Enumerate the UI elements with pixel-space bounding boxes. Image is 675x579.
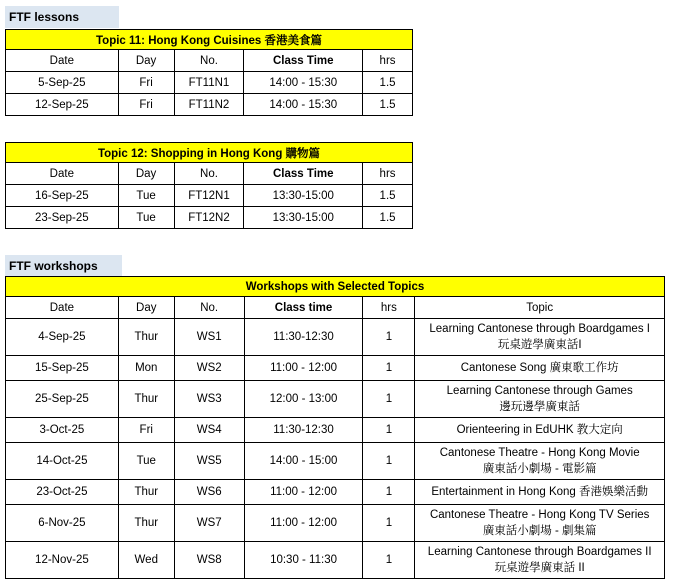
ftf-workshops-label: FTF workshops bbox=[5, 255, 122, 277]
cell-hrs: 1 bbox=[363, 381, 415, 418]
cell-class-time: 11:30-12:30 bbox=[244, 319, 363, 356]
cell-class-time: 11:30-12:30 bbox=[244, 418, 363, 443]
topic-line-1: Orienteering in EdUHK 教大定向 bbox=[456, 424, 623, 436]
header-no: No. bbox=[174, 50, 244, 72]
workshops-title: Workshops with Selected Topics bbox=[6, 277, 665, 297]
cell-hrs: 1 bbox=[363, 480, 415, 505]
cell-date: 25-Sep-25 bbox=[6, 381, 119, 418]
cell-no: WS6 bbox=[174, 480, 244, 505]
cell-class-time: 14:00 - 15:30 bbox=[244, 94, 363, 116]
cell-day: Fri bbox=[118, 418, 174, 443]
cell-hrs: 1.5 bbox=[363, 72, 413, 94]
topic11-table bbox=[5, 29, 413, 116]
cell-topic bbox=[415, 542, 665, 579]
table-row bbox=[6, 480, 665, 505]
cell-no: WS7 bbox=[174, 505, 244, 542]
cell-hrs: 1 bbox=[363, 443, 415, 480]
topic-line-2: 廣東話小劇場 - 劇集篇 bbox=[482, 525, 597, 537]
table-row bbox=[6, 381, 665, 418]
topic-line-1: Learning Cantonese through Games bbox=[446, 385, 633, 397]
cell-hrs: 1 bbox=[363, 505, 415, 542]
cell-topic bbox=[415, 480, 665, 505]
header-date: Date bbox=[6, 163, 119, 185]
topic-line-2: 廣東話小劇場 - 電影篇 bbox=[482, 463, 597, 475]
cell-class-time: 10:30 - 11:30 bbox=[244, 542, 363, 579]
cell-class-time: 14:00 - 15:30 bbox=[244, 72, 363, 94]
cell-date: 5-Sep-25 bbox=[6, 72, 119, 94]
cell-class-time: 12:00 - 13:00 bbox=[244, 381, 363, 418]
cell-hrs: 1.5 bbox=[363, 185, 413, 207]
topic-line-1: Cantonese Theatre - Hong Kong TV Series bbox=[429, 509, 650, 521]
cell-hrs: 1 bbox=[363, 418, 415, 443]
cell-date: 12-Nov-25 bbox=[6, 542, 119, 579]
topic-line-1: Learning Cantonese through Boardgames I bbox=[429, 323, 650, 335]
topic-line-1: Learning Cantonese through Boardgames II bbox=[427, 546, 652, 558]
header-hrs: hrs bbox=[363, 50, 413, 72]
header-hrs: hrs bbox=[363, 163, 413, 185]
cell-hrs: 1 bbox=[363, 319, 415, 356]
cell-day: Mon bbox=[118, 356, 174, 381]
header-topic: Topic bbox=[415, 297, 665, 319]
cell-no: WS8 bbox=[174, 542, 244, 579]
topic-line-2: 玩桌遊學廣東話 II bbox=[494, 562, 585, 574]
cell-no: WS4 bbox=[174, 418, 244, 443]
table-row bbox=[6, 443, 665, 480]
cell-day: Thur bbox=[118, 480, 174, 505]
topic11-header-row bbox=[6, 50, 413, 72]
table-row bbox=[6, 418, 665, 443]
cell-no: WS1 bbox=[174, 319, 244, 356]
cell-no: WS5 bbox=[174, 443, 244, 480]
cell-date: 16-Sep-25 bbox=[6, 185, 119, 207]
cell-topic bbox=[415, 356, 665, 381]
cell-topic bbox=[415, 381, 665, 418]
cell-class-time: 13:30-15:00 bbox=[244, 185, 363, 207]
cell-day: Thur bbox=[118, 381, 174, 418]
cell-no: FT12N2 bbox=[174, 207, 244, 229]
cell-day: Wed bbox=[118, 542, 174, 579]
topic-line-2: 邊玩邊學廣東話 bbox=[499, 401, 580, 413]
cell-topic bbox=[415, 443, 665, 480]
topic12-header-row bbox=[6, 163, 413, 185]
table-row bbox=[6, 319, 665, 356]
header-class-time: Class time bbox=[244, 297, 363, 319]
cell-class-time: 11:00 - 12:00 bbox=[244, 356, 363, 381]
header-day: Day bbox=[118, 297, 174, 319]
cell-hrs: 1 bbox=[363, 542, 415, 579]
header-class-time: Class Time bbox=[244, 163, 363, 185]
table-row bbox=[6, 207, 413, 229]
table-row bbox=[6, 542, 665, 579]
header-day: Day bbox=[118, 50, 174, 72]
header-date: Date bbox=[6, 50, 119, 72]
cell-hrs: 1 bbox=[363, 356, 415, 381]
cell-day: Fri bbox=[118, 94, 174, 116]
header-no: No. bbox=[174, 163, 244, 185]
cell-class-time: 11:00 - 12:00 bbox=[244, 505, 363, 542]
table-row bbox=[6, 185, 413, 207]
cell-date: 14-Oct-25 bbox=[6, 443, 119, 480]
cell-no: FT12N1 bbox=[174, 185, 244, 207]
cell-topic bbox=[415, 319, 665, 356]
cell-day: Tue bbox=[118, 185, 174, 207]
header-hrs: hrs bbox=[363, 297, 415, 319]
header-class-time: Class Time bbox=[244, 50, 363, 72]
cell-date: 6-Nov-25 bbox=[6, 505, 119, 542]
cell-day: Tue bbox=[118, 207, 174, 229]
cell-hrs: 1.5 bbox=[363, 207, 413, 229]
cell-topic bbox=[415, 418, 665, 443]
cell-hrs: 1.5 bbox=[363, 94, 413, 116]
cell-day: Tue bbox=[118, 443, 174, 480]
topic-line-1: Cantonese Theatre - Hong Kong Movie bbox=[439, 447, 640, 459]
cell-date: 4-Sep-25 bbox=[6, 319, 119, 356]
cell-class-time: 14:00 - 15:00 bbox=[244, 443, 363, 480]
topic11-title: Topic 11: Hong Kong Cuisines 香港美食篇 bbox=[6, 30, 413, 50]
topic12-title: Topic 12: Shopping in Hong Kong 購物篇 bbox=[6, 143, 413, 163]
cell-no: FT11N1 bbox=[174, 72, 244, 94]
topic-line-1: Cantonese Song 廣東歌工作坊 bbox=[460, 362, 619, 374]
cell-date: 12-Sep-25 bbox=[6, 94, 119, 116]
workshops-table bbox=[5, 276, 665, 579]
cell-day: Thur bbox=[118, 319, 174, 356]
cell-date: 23-Oct-25 bbox=[6, 480, 119, 505]
topic12-table bbox=[5, 142, 413, 229]
cell-no: WS3 bbox=[174, 381, 244, 418]
header-day: Day bbox=[118, 163, 174, 185]
ftf-lessons-label: FTF lessons bbox=[5, 6, 119, 28]
topic-line-2: 玩桌遊學廣東話I bbox=[497, 339, 582, 351]
header-date: Date bbox=[6, 297, 119, 319]
table-row bbox=[6, 94, 413, 116]
topic-line-1: Entertainment in Hong Kong 香港娛樂活動 bbox=[431, 486, 649, 498]
cell-date: 3-Oct-25 bbox=[6, 418, 119, 443]
cell-no: WS2 bbox=[174, 356, 244, 381]
cell-date: 15-Sep-25 bbox=[6, 356, 119, 381]
header-no: No. bbox=[174, 297, 244, 319]
cell-day: Thur bbox=[118, 505, 174, 542]
workshops-header-row bbox=[6, 297, 665, 319]
cell-no: FT11N2 bbox=[174, 94, 244, 116]
cell-day: Fri bbox=[118, 72, 174, 94]
cell-topic bbox=[415, 505, 665, 542]
table-row bbox=[6, 505, 665, 542]
cell-class-time: 11:00 - 12:00 bbox=[244, 480, 363, 505]
cell-class-time: 13:30-15:00 bbox=[244, 207, 363, 229]
cell-date: 23-Sep-25 bbox=[6, 207, 119, 229]
table-row bbox=[6, 72, 413, 94]
table-row bbox=[6, 356, 665, 381]
